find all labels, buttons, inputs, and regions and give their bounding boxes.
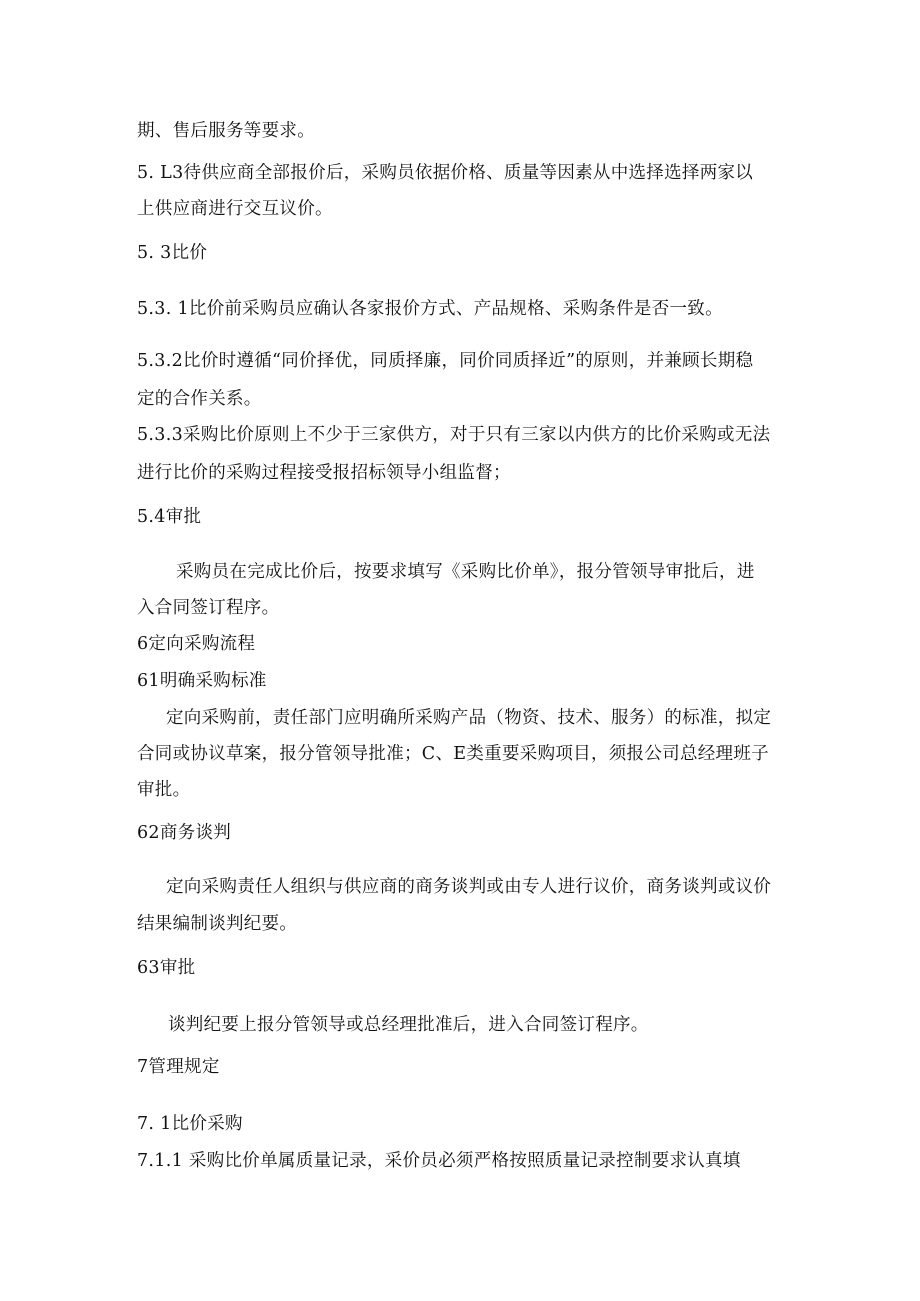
section-heading: 63审批: [137, 958, 196, 978]
text-line: 合同或协议草案，报分管领导批准；C、E类重要采购项目，须报公司总经理班子: [137, 744, 769, 764]
section-heading: 6定向采购流程: [137, 634, 256, 654]
text-line: 5.3.2比价时遵循“同价择优，同质择廉，同价同质择近”的原则，并兼顾长期稳: [137, 351, 754, 371]
text-line: 7.1.1 采购比价单属质量记录，采价员必须严格按照质量记录控制要求认真填: [137, 1151, 741, 1171]
text-line: 定向采购责任人组织与供应商的商务谈判或由专人进行议价，商务谈判或议价: [166, 877, 772, 897]
section-heading: 7管理规定: [137, 1057, 220, 1077]
text-line: 定的合作关系。: [137, 389, 262, 409]
text-line: 进行比价的采购过程接受报招标领导小组监督；: [137, 463, 511, 483]
section-heading: 5. 3比价: [137, 243, 208, 263]
section-heading: 62商务谈判: [137, 823, 232, 843]
text-line: 采购员在完成比价后，按要求填写《采购比价单》，报分管领导审批后，进: [176, 562, 755, 582]
section-heading: 7. 1比价采购: [137, 1114, 243, 1134]
text-line: 结果编制谈判纪要。: [137, 914, 298, 934]
text-line: 5.3.3采购比价原则上不少于三家供方，对于只有三家以内供方的比价采购或无法: [137, 425, 771, 445]
section-heading: 61明确采购标准: [137, 671, 267, 691]
text-line: 期、售后服务等要求。: [137, 121, 315, 141]
text-line: 定向采购前，责任部门应明确所采购产品（物资、技术、服务）的标准，拟定: [166, 708, 772, 728]
section-heading: 5.4审批: [137, 507, 202, 527]
text-line: 上供应商进行交互议价。: [137, 199, 333, 219]
text-line: 入合同签订程序。: [137, 598, 280, 618]
text-line: 5. L3待供应商全部报价后，采购员依据价格、质量等因素从中选择选择两家以: [137, 163, 754, 183]
text-line: 谈判纪要上报分管领导或总经理批准后，进入合同签订程序。: [168, 1015, 649, 1035]
text-line: 审批。: [137, 780, 191, 800]
text-line: 5.3. 1比价前采购员应确认各家报价方式、产品规格、采购条件是否一致。: [137, 299, 723, 319]
